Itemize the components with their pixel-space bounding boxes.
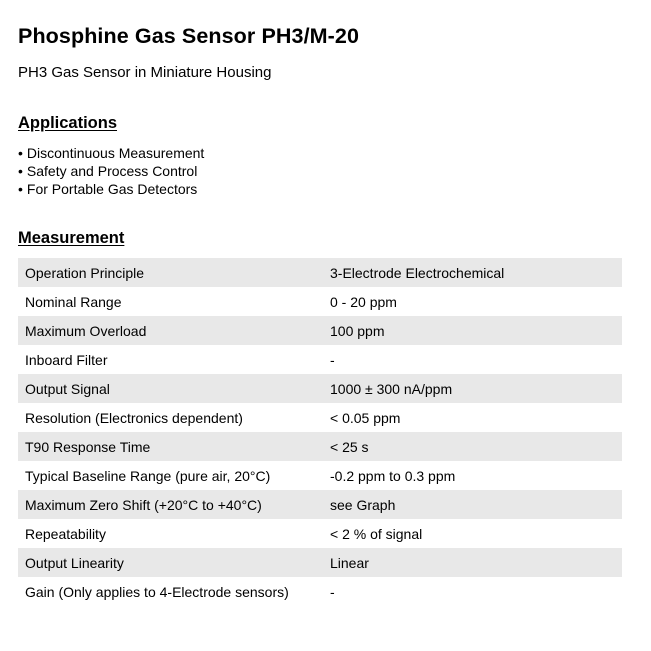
table-row [18,258,622,287]
parameter-value: see Graph [323,490,622,519]
table-row [18,548,622,577]
parameter-label: Resolution (Electronics dependent) [25,409,243,426]
table-row [18,432,622,461]
datasheet-page [18,22,622,606]
list-item: • Discontinuous Measurement [18,144,622,162]
parameter-value: < 25 s [323,432,622,461]
table-row [18,577,622,606]
parameter-value: 100 ppm [323,316,622,345]
page-title: Phosphine Gas Sensor PH3/M-20 [18,24,360,48]
parameter-label: Nominal Range [25,293,122,310]
table-row [18,461,622,490]
parameter-value: - [330,583,335,600]
table-row [18,287,622,316]
parameter-value: 3-Electrode Electrochemical [323,258,622,287]
parameter-label: Inboard Filter [25,351,108,368]
list-item: • Safety and Process Control [18,162,622,180]
measurement-table [18,258,622,606]
parameter-value: - [330,351,335,368]
parameter-label: Output Linearity [18,548,323,577]
parameter-label: T90 Response Time [18,432,323,461]
parameter-label: Typical Baseline Range (pure air, 20°C) [25,467,271,484]
parameter-value: < 0.05 ppm [330,409,401,426]
table-row [18,403,622,432]
measurement-heading: Measurement [18,229,125,247]
table-row [18,345,622,374]
parameter-value: Linear [323,548,622,577]
parameter-value: 1000 ± 300 nA/ppm [323,374,622,403]
parameter-label: Repeatability [25,525,106,542]
page-subtitle: PH3 Gas Sensor in Miniature Housing [18,64,272,81]
table-row [18,316,622,345]
parameter-label: Gain (Only applies to 4-Electrode sensors) [25,583,289,600]
list-item: • For Portable Gas Detectors [18,180,622,198]
parameter-value: -0.2 ppm to 0.3 ppm [330,467,456,484]
parameter-label: Output Signal [18,374,323,403]
parameter-label: Maximum Overload [18,316,323,345]
parameter-label: Maximum Zero Shift (+20°C to +40°C) [18,490,323,519]
parameter-value: < 2 % of signal [330,525,423,542]
table-row [18,490,622,519]
applications-list [18,144,622,198]
table-row [18,374,622,403]
applications-heading: Applications [18,114,118,132]
parameter-label: Operation Principle [18,258,323,287]
table-row [18,519,622,548]
parameter-value: 0 - 20 ppm [330,293,397,310]
